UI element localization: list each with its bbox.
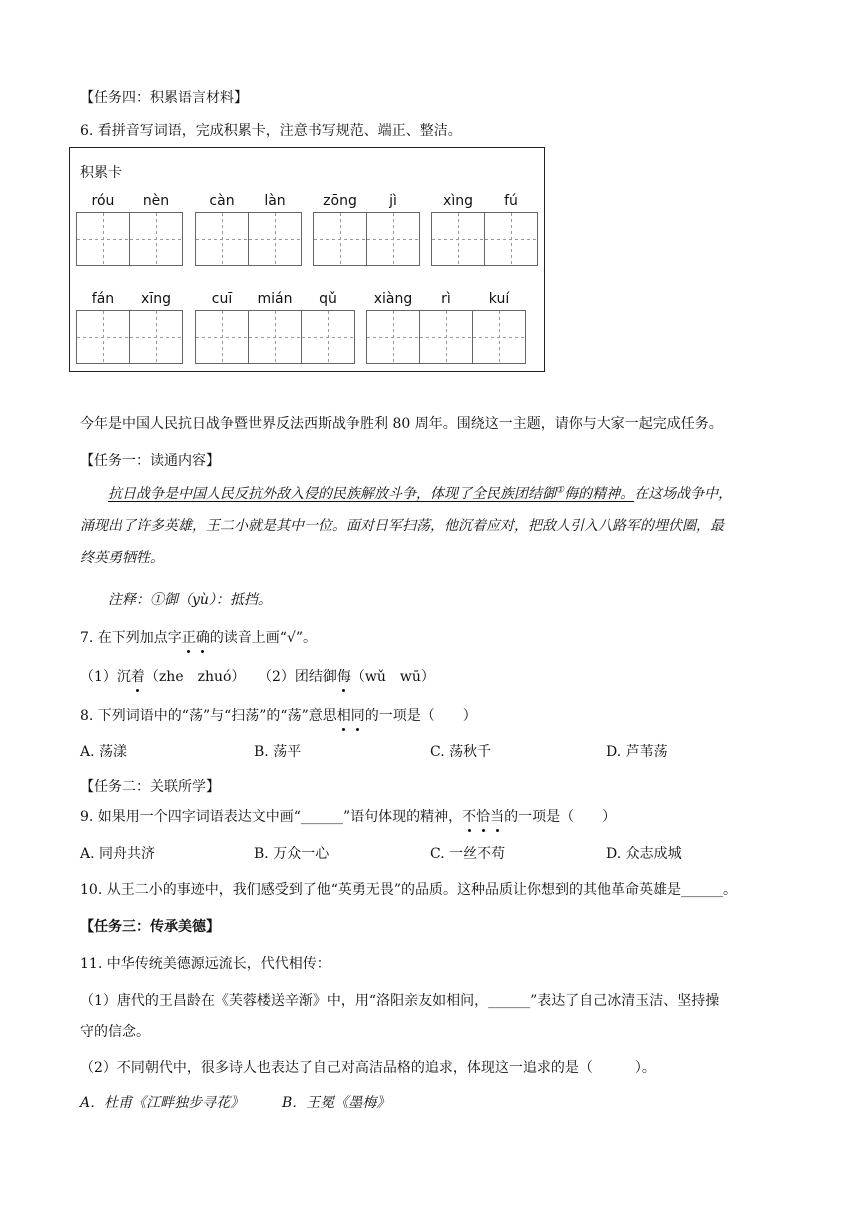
pinyin: xīng <box>141 291 171 307</box>
task3-heading: 【任务三：传承美德】 <box>80 919 220 935</box>
tianzi-cell[interactable] <box>249 213 301 265</box>
q9-option-b: B. 万众一心 <box>254 846 330 862</box>
pinyin: nèn <box>142 193 170 209</box>
tianzi-cell[interactable] <box>77 311 130 363</box>
dotted-char: 着 <box>130 669 145 685</box>
tianzi-cell[interactable] <box>485 213 537 265</box>
q8-option-b: B. 荡平 <box>254 744 302 760</box>
tianzi-cell[interactable] <box>196 213 249 265</box>
writing-grid[interactable] <box>431 212 538 266</box>
tianzi-cell[interactable] <box>77 213 130 265</box>
pinyin: cuī <box>211 291 233 307</box>
question-7-option-1: （1）沉着（zhe zhuó） <box>80 669 246 685</box>
q11-option-a: A．杜甫《江畔独步寻花》 <box>80 1095 245 1111</box>
writing-grid[interactable] <box>76 310 183 364</box>
tianzi-cell[interactable] <box>249 311 302 363</box>
pinyin: rì <box>441 291 451 307</box>
task2-heading: 【任务二：关联所学】 <box>80 779 220 795</box>
pinyin: kuí <box>488 291 510 307</box>
note-text: 注释：①御（yù）：抵挡。 <box>108 592 272 608</box>
dotted-char: 当 <box>490 809 505 825</box>
tianzi-cell[interactable] <box>314 213 367 265</box>
question-10: 10. 从王二小的事迹中，我们感受到了他“英勇无畏”的品质。这种品质让你想到的其他革命英雄是______。 <box>80 882 738 898</box>
passage-line-2: 涌现出了许多英雄，王二小就是其中一位。面对日军扫荡，他沉着应对，把敌人引入八路军的埋伏圈，最 <box>80 518 724 534</box>
dotted-char: 正 <box>181 630 196 646</box>
pinyin: làn <box>264 193 286 209</box>
pinyin: jì <box>389 193 397 209</box>
tianzi-cell[interactable] <box>196 311 249 363</box>
tianzi-cell[interactable] <box>130 213 182 265</box>
passage-line-1 <box>108 484 732 504</box>
q9-option-d: D. 众志成城 <box>606 846 682 862</box>
pinyin: róu <box>91 193 115 209</box>
dotted-char: 恰 <box>476 809 491 825</box>
writing-grid[interactable] <box>313 212 420 266</box>
passage-line-3: 终英勇牺牲。 <box>80 550 164 566</box>
dotted-char: 相 <box>336 708 351 724</box>
tianzi-cell[interactable] <box>473 311 525 363</box>
task1-heading: 【任务一：读通内容】 <box>80 453 220 469</box>
task4-heading: 【任务四：积累语言材料】 <box>80 90 248 106</box>
question-8: 8. 下列词语中的“荡”与“扫荡”的“荡”意思相同的一项是（ ） <box>80 708 477 724</box>
pinyin: qǔ <box>319 291 337 307</box>
q8-option-c: C. 荡秋千 <box>430 744 492 760</box>
q11-option-b: B．王冕《墨梅》 <box>282 1095 391 1111</box>
passage-rest: 在这场战争中， <box>634 486 733 502</box>
card-title: 积累卡 <box>80 165 122 181</box>
accumulation-card <box>69 147 545 372</box>
passage-underlined-end: 侮的精神。 <box>564 486 635 502</box>
tianzi-cell[interactable] <box>432 213 485 265</box>
q8-option-a: A. 荡漾 <box>80 744 128 760</box>
pinyin: fán <box>91 291 115 307</box>
intro-text: 今年是中国人民抗日战争暨世界反法西斯战争胜利 80 周年。围绕这一主题，请你与大家一起完成任务。 <box>80 416 723 432</box>
passage-underlined: 抗日战争是中国人民反抗外敌入侵的民族解放斗争，体现了全民族团结御 <box>108 486 556 502</box>
pinyin: càn <box>209 193 235 209</box>
q8-option-d: D. 芦苇荡 <box>606 744 668 760</box>
question-6: 6. 看拼音写词语，完成积累卡，注意书写规范、端正、整洁。 <box>80 123 462 139</box>
tianzi-cell[interactable] <box>130 311 182 363</box>
tianzi-cell[interactable] <box>420 311 473 363</box>
writing-grid[interactable] <box>195 212 302 266</box>
dotted-char: 不 <box>462 809 477 825</box>
tianzi-cell[interactable] <box>302 311 354 363</box>
dotted-char: 确 <box>195 630 210 646</box>
question-11-2: （2）不同朝代中，很多诗人也表达了自己对高洁品格的追求，体现这一追求的是（ ）。 <box>80 1060 656 1076</box>
q9-option-a: A. 同舟共济 <box>80 846 156 862</box>
question-7-option-2: （2）团结御侮（wǔ wū） <box>258 669 435 685</box>
tianzi-cell[interactable] <box>367 311 420 363</box>
pinyin: fú <box>504 193 518 209</box>
question-11-1-line-2: 守的信念。 <box>80 1024 150 1040</box>
pinyin: zōng <box>323 193 357 209</box>
writing-grid[interactable] <box>76 212 183 266</box>
writing-grid[interactable] <box>366 310 526 364</box>
dotted-char: 同 <box>350 708 365 724</box>
writing-grid[interactable] <box>195 310 355 364</box>
question-9: 9. 如果用一个四字词语表达文中画“______”语句体现的精神，不恰当的一项是（ ） <box>80 809 617 825</box>
q9-option-c: C. 一丝不苟 <box>430 846 506 862</box>
question-11-1-line-1: （1）唐代的王昌龄在《芙蓉楼送辛渐》中，用“洛阳亲友如相问，______”表达了自己冰清玉洁、坚持操 <box>80 993 720 1009</box>
dotted-char: 侮 <box>336 669 351 685</box>
tianzi-cell[interactable] <box>367 213 419 265</box>
question-7: 7. 在下列加点字正确的读音上画“√”。 <box>80 630 318 646</box>
pinyin: xìng <box>443 193 473 209</box>
note-marker: ① <box>556 485 565 496</box>
question-11: 11. 中华传统美德源远流长，代代相传： <box>80 956 331 972</box>
pinyin: xiàng <box>373 291 413 307</box>
pinyin: mián <box>257 291 293 307</box>
